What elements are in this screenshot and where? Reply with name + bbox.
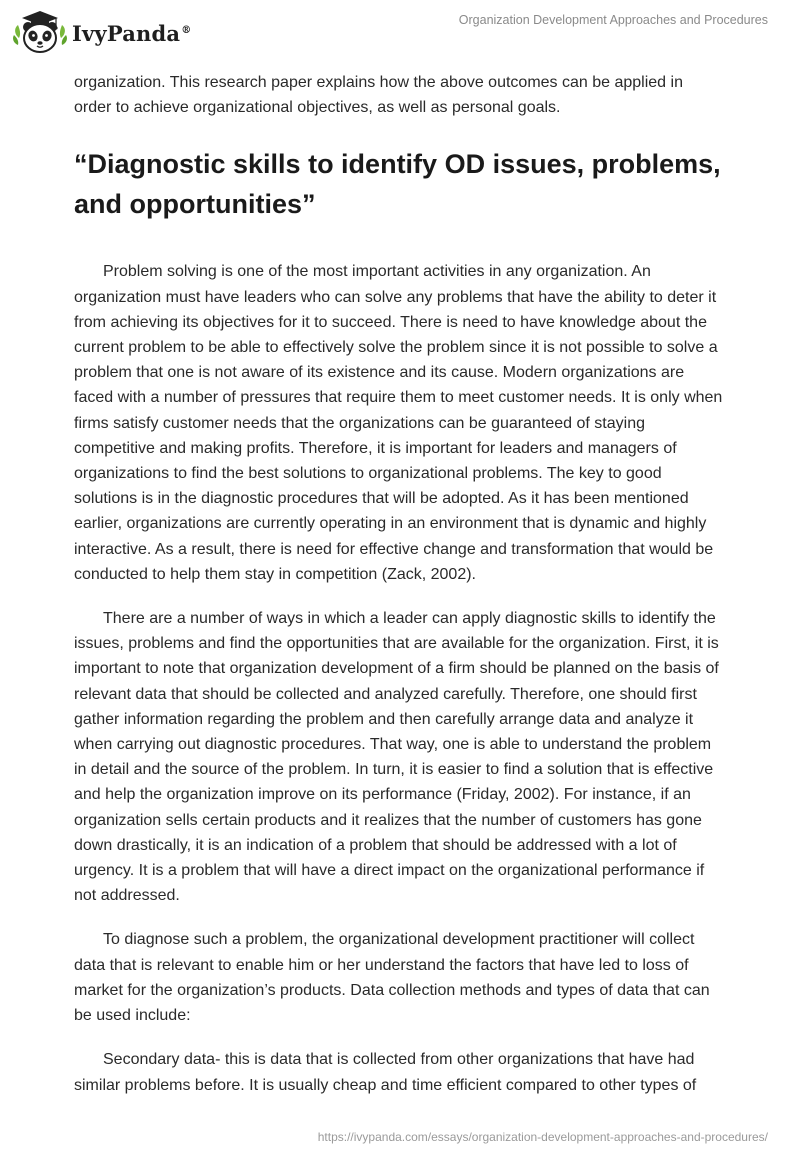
body-paragraph: Problem solving is one of the most important activities in any organization. An organization must have leaders who can solve any problems that have the ability to deter it from achieving its objectives for it to succeed. There is need to have knowledge about the current problem to be able to effectively solve the problem since it is not possible to solve a problem that one is not aware of its existence and its cause. Modern organizations are faced with a number of pressures that require them to meet customer needs. It is only when firms satisfy customer needs that the organizations can be guaranteed of staying competitive and making profits. Therefore, it is important for leaders and managers of organizations to find the best solutions to organizational problems. The key to good solutions is in the diagnostic procedures that will be adopted. As it has been mentioned earlier, organizations are currently operating in an environment that is dynamic and highly interactive. As a result, there is need for effective change and transformation that would be conducted to help them stay in competition (Zack, 2002).: [74, 263, 723, 583]
ivypanda-logo[interactable]: [12, 8, 191, 56]
source-url-link[interactable]: https://ivypanda.com/essays/organization-development-approaches-and-procedures/: [317, 1130, 768, 1144]
body-paragraph: There are a number of ways in which a leader can apply diagnostic skills to identify the issues, problems and find the opportunities that are available for the organization. First, it is important to note that organization development of a firm should be planned on the basis of relevant data that should be collected and analyzed carefully. Therefore, one should first gather information regarding the problem and then carefully arrange data and analyze it when carrying out diagnostic procedures. That way, one is able to understand the problem in detail and the source of the problem. In turn, it is easier to find a solution that is effective and help the organization improve on its performance (Friday, 2002). For instance, if an organization sells certain products and it realizes that the number of customers has gone down drastically, it is an indication of a problem that should be addressed with a lot of urgency. It is a problem that will have a direct impact on the organizational performance if not addressed.: [74, 610, 719, 905]
intro-paragraph: organization. This research paper explains how the above outcomes can be applied in order to achieve organizational objectives, as well as personal goals.: [74, 74, 683, 117]
section-heading: “Diagnostic skills to identify OD issues, problems, and opportunities”: [74, 149, 721, 220]
body-paragraph: Secondary data- this is data that is collected from other organizations that have had similar problems before. It is usually cheap and time efficient compared to other types of: [74, 1051, 697, 1094]
body-paragraph: To diagnose such a problem, the organizational development practitioner will collect data that is relevant to enable him or her understand the factors that have led to loss of market for the organization’s products. Data collection methods and types of data that can be used include:: [74, 931, 710, 1025]
brand-name: [72, 21, 191, 46]
registered-mark: ®: [181, 24, 192, 36]
page-header: [0, 0, 800, 60]
brand-wordmark: IvyPanda: [72, 20, 181, 46]
document-body: [74, 70, 724, 1117]
running-title: Organization Development Approaches and Procedures: [458, 13, 768, 27]
panda-graduate-icon: [12, 8, 68, 56]
